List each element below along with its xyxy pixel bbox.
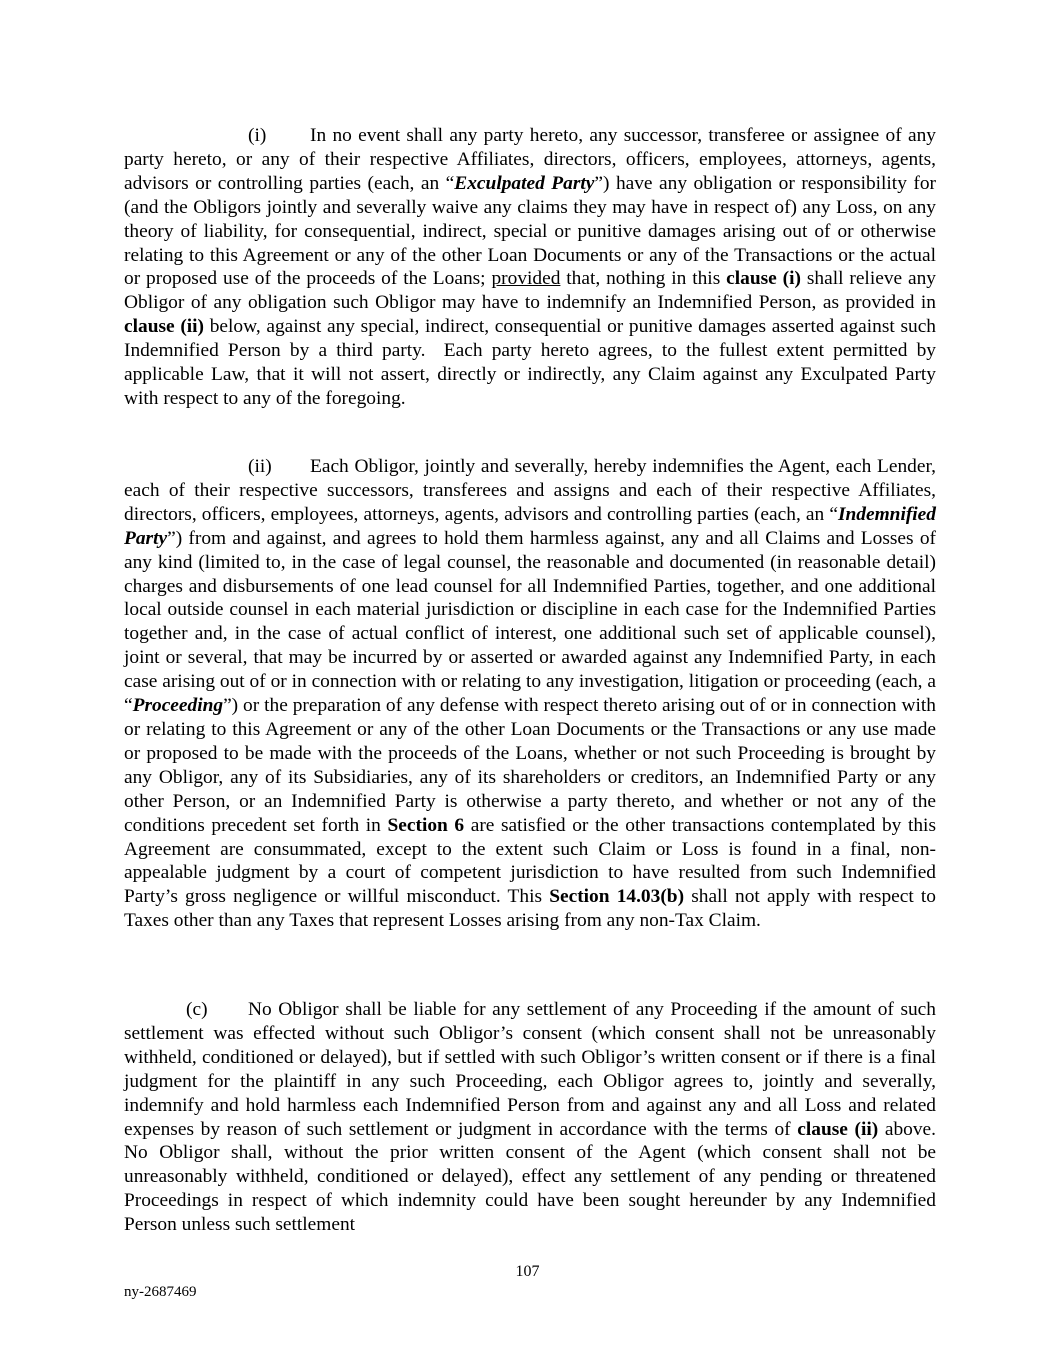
underlined-term: provided (491, 268, 561, 290)
paragraph-c (124, 998, 941, 1237)
text-run: ”) from and against, and agrees to hold them harmless against, any and all Claims and Losses of any kind (limited to, in the case of legal counsel, the reasonable and documented (in reasonable detail) charges and disbursements of one lead counsel for all Indemnified Parties, together, and one additional local outside counsel in each material jurisdiction or discipline in each case for the Indemnified Parties together and, in the case of actual conflict of interest, one additional such set of applicable counsel), joint or several, that may be incurred by or asserted or awarded against any Indemnified Party, in each case arising out of or in connection with or relating to any investigation, litigation or proceeding (each, a “ (124, 527, 941, 717)
text-run: above. No Obligor shall, without the prior written consent of the Agent (which consent shall not be unreasonably withheld, conditioned or delayed), effect any settlement of any pending or threatened Proceedings in respect of which indemnity could have been sought hereunder by any Indemnified Person unless such settlement (124, 1118, 941, 1236)
clause-number: (ii) (248, 456, 272, 477)
defined-term: Proceeding (132, 695, 224, 717)
section-reference: Section 14.03(b) (549, 886, 685, 908)
text-run: No Obligor shall be liable for any settlement of any Proceeding if the amount of such settlement was effected without such Obligor’s consent (which consent shall not be unreasonably withheld, conditioned or delayed), but if settled with such Obligor’s written consent or if there is a final judgment for the plaintiff in any such Proceeding, each Obligor agrees to, jointly and severally, indemnify and hold harmless each Indemnified Person from and against any and all Loss and related expenses by reason of such settlement or judgment in accordance with the terms of (124, 999, 941, 1140)
section-reference: Section 6 (387, 814, 465, 836)
text-run: shall not apply with respect to Taxes other than any Taxes that represent Losses arising from any non-Tax Claim. (124, 886, 941, 932)
clause-number: (c) (186, 999, 208, 1020)
text-run: ”) have any obligation or responsibility for (and the Obligors jointly and severally waive any claims they may have in respect of) any Loss, on any theory of liability, for consequential, indirect, special or punitive damages arising out of or otherwise relating to this Agreement or any of the other Loan Documents or any of the Transactions or the actual or proposed use of the proceeds of the Loans; (124, 172, 941, 290)
text-run: that, nothing in this (560, 268, 727, 290)
text-run: shall relieve any Obligor of any obligation such Obligor may have to indemnify an Indemnified Person, as provided in (124, 268, 941, 314)
clause-reference: clause (i) (726, 268, 801, 290)
clause-reference: clause (ii) (797, 1118, 879, 1140)
clause-number: (i) (248, 125, 267, 146)
text-run: are satisfied or the other transactions contemplated by this Agreement are consummated, except to the extent such Claim or Loss is found in a final, non-appealable judgment by a court of competent jurisdiction to have resulted from such Indemnified Party’s gross negligence or willful misconduct. This (124, 814, 941, 908)
text-run: Each Obligor, jointly and severally, hereby indemnifies the Agent, each Lender, each of their respective successors, transferees and assigns and each of their respective Affiliates, directors, officers, employees, attorneys, agents, advisors and controlling parties (each, an “ (124, 456, 941, 525)
defined-term: Exculpated Party (454, 172, 595, 194)
defined-term: Indemnified Party (124, 503, 941, 549)
page-number: 107 (515, 1263, 540, 1280)
text-run: In no event shall any party hereto, any successor, transferee or assignee of any party hereto, or any of their respective Affiliates, directors, officers, employees, attorneys, agents, advisors or controlling parties (each, an “ (124, 125, 941, 194)
document-id: ny-2687469 (124, 1284, 197, 1300)
text-run: ”) or the preparation of any defense with respect thereto arising out of or in connection with or relating to this Agreement or any of the other Loan Documents or the Transactions or any use made or proposed to be made with the proceeds of the Loans, whether or not such Proceeding is brought by any Obligor, any of its Subsidiaries, any of its shareholders or creditors, an Indemnified Party or any other Person, or an Indemnified Party is otherwise a party thereto, and whether or not any of the conditions precedent set forth in (124, 695, 941, 836)
paragraph-ii (124, 455, 941, 933)
clause-reference: clause (ii) (124, 316, 205, 338)
text-run: below, against any special, indirect, consequential or punitive damages asserted against such Indemnified Person by a third party. Each party hereto agrees, to the fullest extent permitted by applicable Law, that it will not assert, directly or indirectly, any Claim against any Exculpated Party with respect to any of the foregoing. (124, 316, 941, 409)
paragraph-i (124, 124, 941, 411)
